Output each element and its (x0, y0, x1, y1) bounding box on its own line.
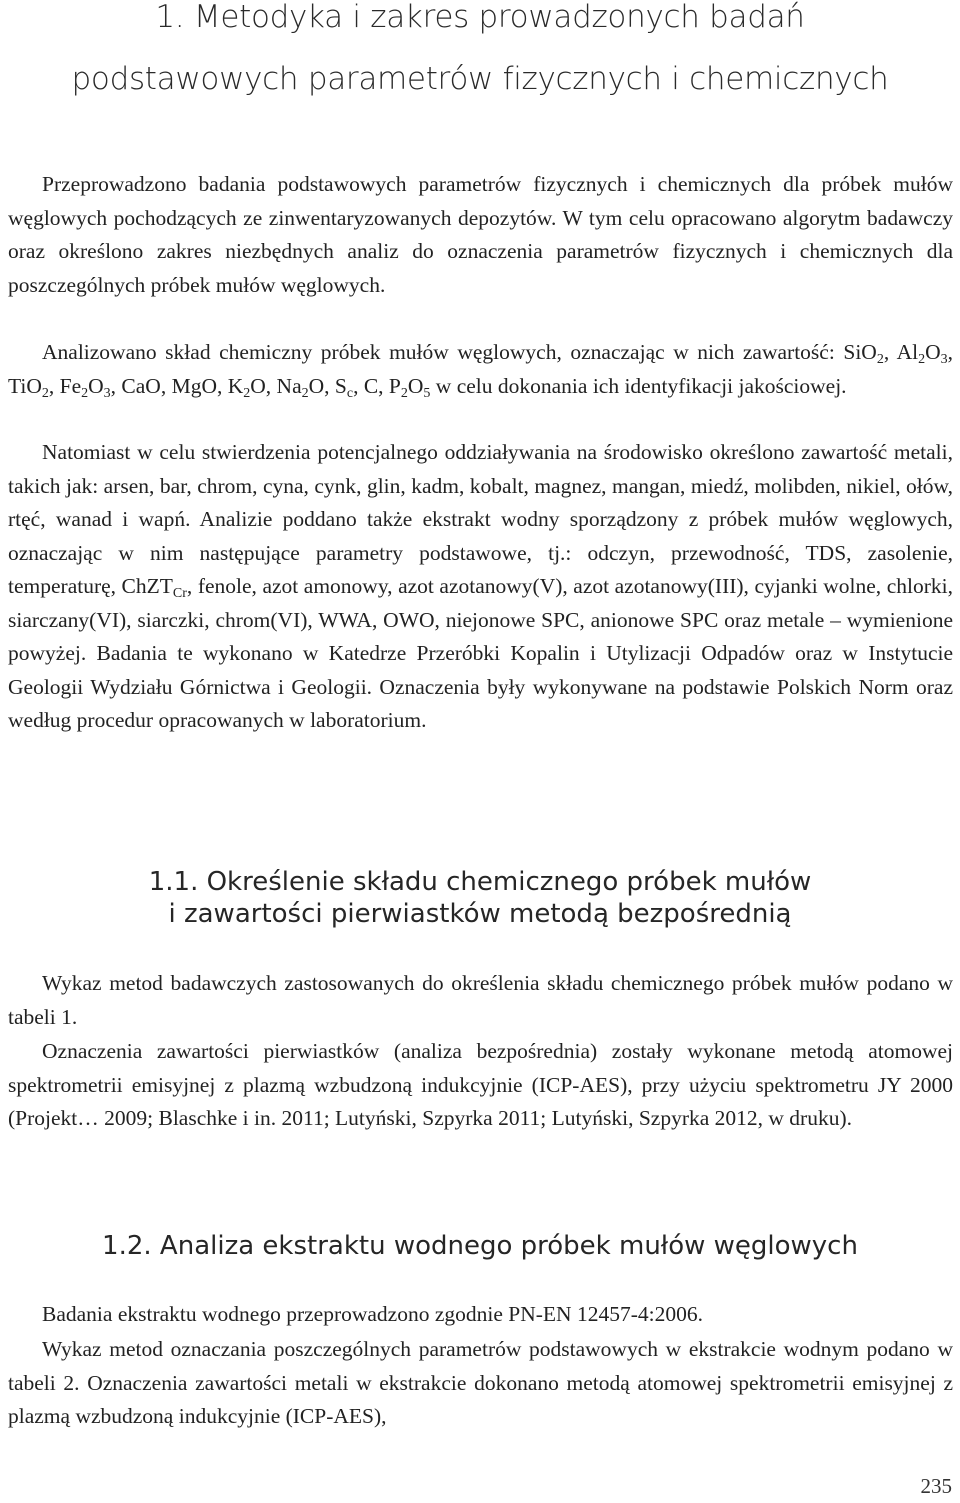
intro-paragraph-2-start: Analizowano skład chemiczny próbek mułów węglowych, oznaczając w nich zawartość: (42, 340, 835, 364)
section-1-2-heading (0, 1230, 960, 1262)
section-1-2-paragraph-1: Badania ekstraktu wodnego przeprowadzono zgodnie PN-EN 12457-4:2006. (42, 1302, 703, 1326)
chapter-title (0, 0, 960, 110)
section-1-1-paragraph-2: Oznaczenia zawartości pierwiastków (analiza bezpośrednia) zostały wykonane metodą atomowej spektrometrii emisyjnej z plazmą wzbudzoną indukcyjnie (ICP-AES), przy użyciu spektrometru JY 2000 (Projekt… 2009; Blaschke i in. 2011; Lutyński, Szpyrka 2011; Lutyński, Szpyrka 2012, w druku). (8, 1039, 953, 1130)
section-1-1-heading-line-2: i zawartości pierwiastków metodą bezpośrednią (168, 899, 792, 929)
chapter-title-line-2: podstawowych parametrów fizycznych i chemicznych (71, 61, 889, 97)
intro-paragraph-2 (8, 336, 953, 403)
intro-paragraph-1: Przeprowadzono badania podstawowych parametrów fizycznych i chemicznych dla próbek mułów węglowych pochodzących ze zinwentaryzowanych depozytów. W tym celu opracowano algorytm badawczy oraz określono zakres niezbędnych analiz do oznaczenia parametrów fizycznych i chemicznych dla poszczególnych próbek mułów węglowych. (8, 172, 953, 297)
section-1-1-heading (0, 866, 960, 930)
page-number: 235 (920, 1474, 952, 1498)
section-1-1-paragraph-1: Wykaz metod badawczych zastosowanych do określenia składu chemicznego próbek mułów podano w tabeli 1. (8, 971, 953, 1029)
chapter-title-line-1: 1. Metodyka i zakres prowadzonych badań (155, 0, 805, 35)
intro-paragraph-3: Natomiast w celu stwierdzenia potencjalnego oddziaływania na środowisko określono zawartość metali, takich jak: arsen, bar, chrom, cyna, cynk, glin, kadm, kobalt, magnez, mangan, miedź, molibden, nikiel, ołów, rtęć, wanad i wapń. Analizie poddano także ekstrakt wodny sporządzony z próbek mułów węglowych, oznaczając w nim następujące parametry podstawowe, tj.: odczyn, przewodność, TDS, zasolenie, temperaturę, ChZT$_{Cr}$, fenole, azot amonowy, azot azotanowy(V), azot azotanowy(III), cyjanki wolne, chlorki, siarczany(VI), siarczki, chrom(VI), WWA, OWO, niejonowe SPC, anionowe SPC oraz metale – wymienione powyżej. Badania te wykonano w Katedrze Przeróbki Kopalin i Utylizacji Odpadów oraz w Instytucie Geologii Wydziału Górnictwa i Geologii. Oznaczenia były wykonywane na podstawie Polskich Norm oraz według procedur opracowanych w laboratorium. (8, 440, 953, 732)
section-1-2-paragraph-2: Wykaz metod oznaczania poszczególnych parametrów podstawowych w ekstrakcie wodnym podano w tabeli 2. Oznaczenia zawartości metali w ekstrakcie dokonano metodą atomowej spektrometrii emisyjnej z plazmą wzbudzoną indukcyjnie (ICP-AES), (8, 1337, 953, 1428)
intro-paragraph-2-end: w celu dokonania ich identyfikacji jakościowej. (430, 373, 847, 398)
section-1-2-heading-text: 1.2. Analiza ekstraktu wodnego próbek mułów węglowych (102, 1231, 858, 1261)
chemical-formulas: SiO$_2$, $Al_2O_3$, TiO$_2$, $Fe_2O_3$, CaO, MgO, $K_2O$, $Na_2O$, $S_c$, C, $P_2O_5$ (8, 340, 953, 401)
section-1-1-heading-line-1: 1.1. Określenie składu chemicznego próbek mułów (148, 867, 812, 897)
